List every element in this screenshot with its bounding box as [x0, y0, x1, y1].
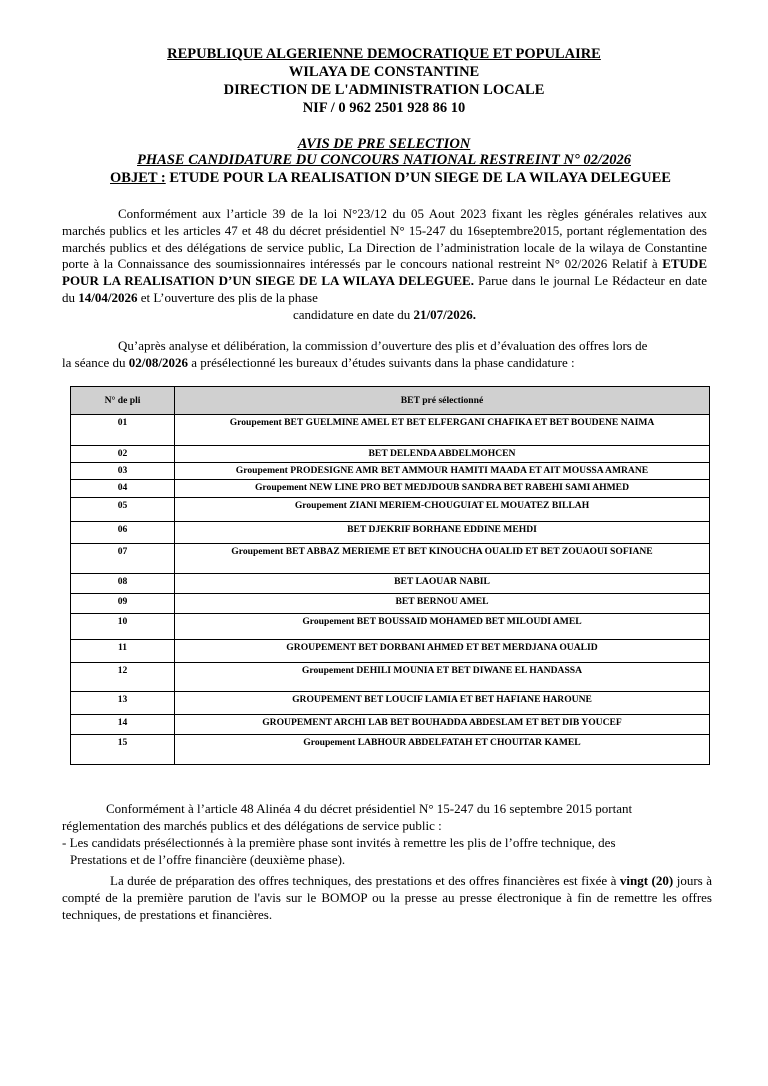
- table-row: [71, 463, 710, 480]
- bet-name: BET DELENDA ABDELMOHCEN: [175, 446, 710, 463]
- bet-name: Groupement BET ABBAZ MERIEME ET BET KINOUCHA OUALID ET BET ZOUAOUI SOFIANE: [175, 544, 710, 574]
- bet-name: Groupement BET BOUSSAID MOHAMED BET MILOUDI AMEL: [175, 614, 710, 640]
- bet-name: Groupement DEHILI MOUNIA ET BET DIWANE EL HANDASSA: [175, 663, 710, 692]
- bet-name: Groupement PRODESIGNE AMR BET AMMOUR HAMITI MAADA ET AIT MOUSSA AMRANE: [175, 463, 710, 480]
- table-row: [71, 614, 710, 640]
- bet-name: Groupement NEW LINE PRO BET MEDJDOUB SANDRA BET RABEHI SAMI AHMED: [175, 480, 710, 498]
- session-date: 02/08/2026: [128, 354, 189, 370]
- duration-text-1: La durée de préparation des offres techniques, des prestations et des offres financières est fixée à: [110, 873, 620, 888]
- bet-name: BET LAOUAR NABIL: [175, 574, 710, 594]
- closing-line-3: - Les candidats présélectionnés à la première phase sont invités à remettre les plis de l’offre technique, des: [62, 835, 616, 850]
- intro-text-1: Conformément aux l’article 39 de la loi N°23/12 du 05 Aout 2023 fixant les règles générales relatives aux marchés publics et les articles 47 et 48 du décret présidentiel N° 15-247 du 16septembre2015, portant réglementation des marchés publics et des délégations de service public, La Direction de l’administration locale de la wilaya de Constantine porte à la Connaissance des soumissionnaires intéressés par le concours national restreint N° 02/2026 Relatif à: [62, 206, 707, 272]
- avis-title: AVIS DE PRE SELECTION: [297, 136, 471, 152]
- intro-bold-object: ETUDE POUR LA REALISATION D’UN SIEGE DE LA WILAYA DELEGUEE.: [62, 256, 707, 289]
- pli-number: 07: [71, 544, 175, 574]
- closing-section: [62, 800, 712, 923]
- deliberation-paragraph: [62, 338, 707, 372]
- avis-heading: [0, 136, 768, 168]
- pli-number: 05: [71, 498, 175, 522]
- bet-name: Groupement LABHOUR ABDELFATAH ET CHOUITAR KAMEL: [175, 735, 710, 765]
- table-row: [71, 446, 710, 463]
- intro-paragraph: [62, 206, 707, 324]
- pli-number: 14: [71, 715, 175, 735]
- objet-text: ETUDE POUR LA REALISATION D’UN SIEGE DE LA WILAYA DELEGUEE: [165, 170, 671, 186]
- bet-name: Groupement BET GUELMINE AMEL ET BET ELFERGANI CHAFIKA ET BET BOUDENE NAIMA: [175, 415, 710, 446]
- table-row: [71, 594, 710, 614]
- table-row: [71, 522, 710, 544]
- bet-name: GROUPEMENT ARCHI LAB BET BOUHADDA ABDESLAM ET BET DIB YOUCEF: [175, 715, 710, 735]
- pli-number: 02: [71, 446, 175, 463]
- col-header-pli: N° de pli: [71, 387, 175, 415]
- opening-date: 21/07/2026.: [413, 306, 477, 322]
- pli-number: 09: [71, 594, 175, 614]
- pli-number: 03: [71, 463, 175, 480]
- intro-text-3: et L’ouverture des plis de la phase: [137, 289, 318, 305]
- table-row: [71, 692, 710, 715]
- wilaya-title: WILAYA DE CONSTANTINE: [288, 64, 480, 80]
- duration-paragraph: [62, 872, 712, 923]
- table-row: [71, 415, 710, 446]
- pli-number: 10: [71, 614, 175, 640]
- deliberation-text-3: a présélectionné les bureaux d’études suivants dans la phase candidature :: [188, 354, 575, 370]
- nif-number: NIF / 0 962 2501 928 86 10: [302, 100, 466, 116]
- objet-line: [110, 170, 671, 187]
- duration-text-2: jours à compté de la première parution de l'avis sur le BOMOP ou la presse au presse électronique à fin de remettre les offres techniques, de prestations et financières.: [62, 873, 712, 922]
- closing-line-1: Conformément à l’article 48 Alinéa 4 du décret présidentiel N° 15-247 du 16 septembre 2015 portant: [106, 801, 633, 816]
- duration-days: vingt (20): [619, 873, 674, 888]
- table-header-row: [71, 387, 710, 415]
- table-row: [71, 544, 710, 574]
- bet-name: GROUPEMENT BET LOUCIF LAMIA ET BET HAFIANE HAROUNE: [175, 692, 710, 715]
- pli-number: 13: [71, 692, 175, 715]
- pli-number: 11: [71, 640, 175, 663]
- avis-subtitle: PHASE CANDIDATURE DU CONCOURS NATIONAL RESTREINT N° 02/2026: [137, 152, 631, 168]
- table-row: [71, 640, 710, 663]
- pli-number: 12: [71, 663, 175, 692]
- intro-text-4: candidature en date du: [292, 306, 414, 322]
- table-row: [71, 663, 710, 692]
- publication-date: 14/04/2026: [78, 289, 138, 305]
- objet-label: OBJET :: [110, 170, 166, 186]
- pli-number: 08: [71, 574, 175, 594]
- bet-name: Groupement ZIANI MERIEM-CHOUGUIAT EL MOUATEZ BILLAH: [175, 498, 710, 522]
- table-row: [71, 498, 710, 522]
- table-row: [71, 715, 710, 735]
- deliberation-text-2: la séance du: [62, 354, 129, 370]
- intro-text-2: Parue dans le journal Le Rédacteur en date du: [62, 273, 707, 305]
- pli-number: 15: [71, 735, 175, 765]
- preselected-bet-table: [70, 386, 710, 765]
- table-row: [71, 574, 710, 594]
- pli-number: 01: [71, 415, 175, 446]
- table-row: [71, 480, 710, 498]
- republic-title: REPUBLIQUE ALGERIENNE DEMOCRATIQUE ET POPULAIRE: [167, 46, 601, 62]
- pli-number: 04: [71, 480, 175, 498]
- closing-line-4: Prestations et de l’offre financière (deuxième phase).: [70, 852, 346, 867]
- document-header: [0, 45, 768, 117]
- table-row: [71, 735, 710, 765]
- bet-name: GROUPEMENT BET DORBANI AHMED ET BET MERDJANA OUALID: [175, 640, 710, 663]
- closing-line-2: réglementation des marchés publics et des délégations de service public :: [62, 818, 442, 833]
- pli-number: 06: [71, 522, 175, 544]
- bet-name: BET DJEKRIF BORHANE EDDINE MEHDI: [175, 522, 710, 544]
- bet-name: BET BERNOU AMEL: [175, 594, 710, 614]
- direction-title: DIRECTION DE L'ADMINISTRATION LOCALE: [223, 82, 545, 98]
- col-header-bet: BET pré sélectionné: [175, 387, 710, 415]
- deliberation-text-1: Qu’après analyse et délibération, la commission d’ouverture des plis et d’évaluation des offres lors de: [118, 338, 648, 353]
- intro-last-line: [62, 307, 707, 324]
